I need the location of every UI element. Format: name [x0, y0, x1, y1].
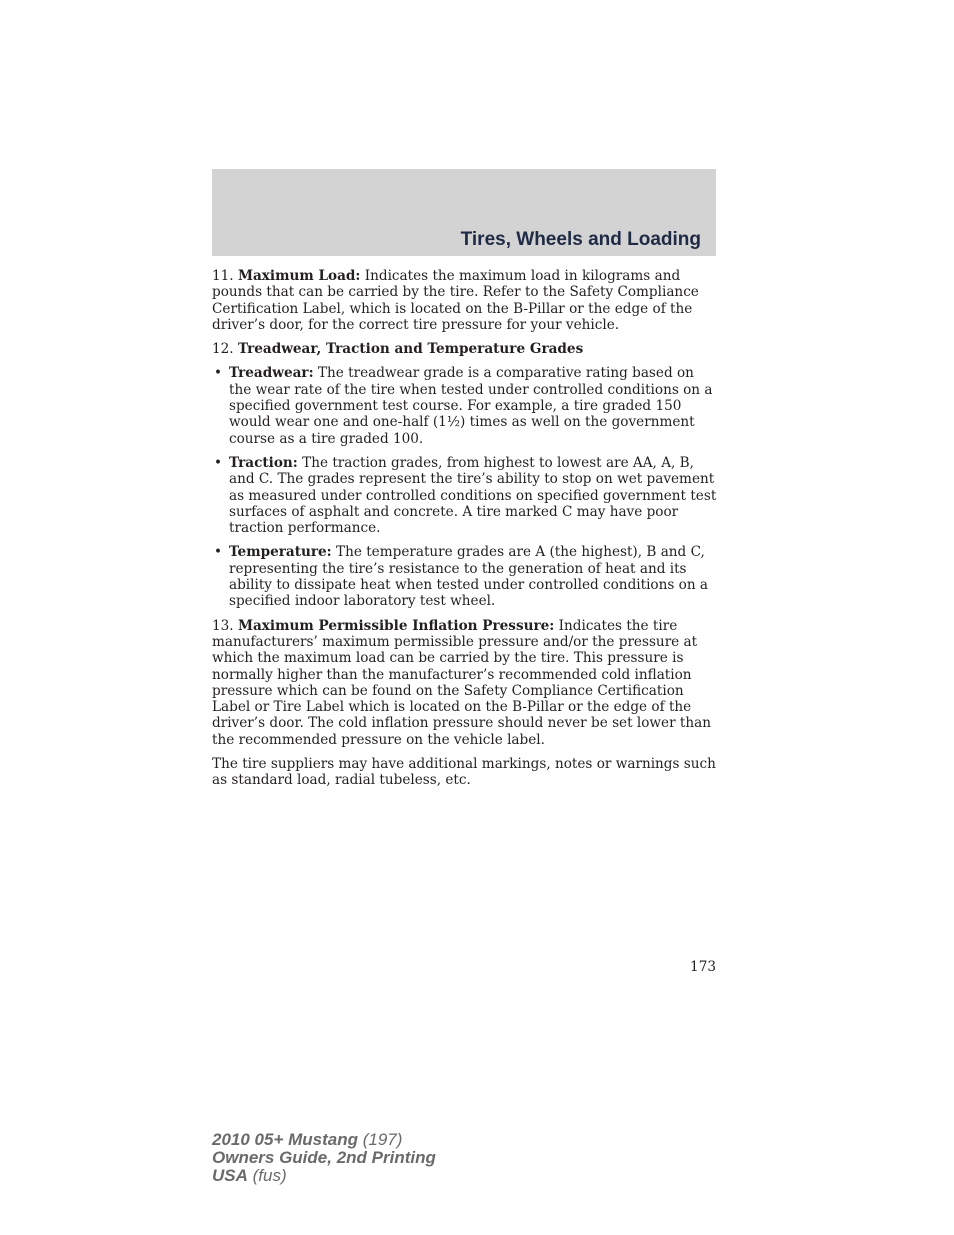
item-11-number: 11.: [212, 268, 234, 284]
section-title: Tires, Wheels and Loading: [460, 229, 701, 250]
bullet-text: The treadwear grade is a comparative rating based on the wear rate of the tire when tested under controlled conditions on a specified government test course. For example, a tire graded 150 would wear one and one-half (1½) times as well on the government course as a tire graded 100.: [229, 365, 713, 447]
section-header-band: [212, 169, 716, 256]
footer-model-code: (197): [358, 1130, 403, 1149]
footer-market-code: (fus): [247, 1166, 287, 1185]
footer-line-1: [212, 1131, 436, 1149]
item-11-text: Indicates the maximum load in kilograms and pounds that can be carried by the tire. Refer to the Safety Compliance Certification Label, which is located on the B-Pillar or the edge of the driver’s door, for the correct tire pressure for your vehicle.: [212, 268, 699, 333]
item-12-number: 12.: [212, 341, 234, 358]
item-13-text: Indicates the tire manufacturers’ maximum permissible pressure and/or the pressure at which the maximum load can be carried by the tire. This pressure is normally higher than the manufacturer’s recommended cold inflation pressure which can be found on the Safety Compliance Certification Label or Tire Label which is located on the B-Pillar or the edge of the driver’s door. The cold inflation pressure should never be set lower than the recommended pressure on the vehicle label.: [212, 617, 711, 748]
bullet-icon: •: [214, 544, 223, 561]
list-item-treadwear: [212, 365, 718, 446]
footer: [212, 1131, 436, 1185]
grades-list: [212, 365, 718, 609]
item-11: [212, 268, 718, 333]
bullet-term: Traction:: [229, 454, 298, 471]
bullet-text: The traction grades, from highest to lowest are AA, A, B, and C. The grades represent the tire’s ability to stop on wet pavement as measured under controlled conditions on specified government test surfaces of asphalt and concrete. A tire marked C may have poor traction performance.: [229, 454, 717, 537]
bullet-term: Treadwear:: [229, 365, 314, 382]
bullet-term: Temperature:: [229, 544, 332, 561]
page-number: 173: [690, 959, 716, 975]
bullet-icon: •: [214, 454, 223, 471]
item-12: [212, 341, 718, 357]
item-13: [212, 618, 718, 748]
item-13-number: 13.: [212, 617, 234, 634]
footer-market: USA: [212, 1166, 248, 1185]
page-content: [212, 268, 718, 797]
bullet-icon: •: [214, 365, 223, 382]
closing-paragraph: The tire suppliers may have additional markings, notes or warnings such as standard load, radial tubeless, etc.: [212, 756, 716, 789]
bullet-text: The temperature grades are A (the highest), B and C, representing the tire’s resistance to the generation of heat and its ability to dissipate heat when tested under controlled conditions on a specified indoor laboratory test wheel.: [229, 544, 709, 610]
item-13-term: Maximum Permissible Inflation Pressure:: [237, 617, 555, 634]
item-11-term: Maximum Load:: [237, 268, 361, 284]
list-item-temperature: [212, 544, 718, 609]
footer-line-2: Owners Guide, 2nd Printing: [212, 1148, 436, 1167]
item-12-heading: Treadwear, Traction and Temperature Grades: [237, 341, 584, 358]
list-item-traction: [212, 455, 718, 536]
footer-line-3: [212, 1167, 436, 1185]
footer-model: 2010 05+ Mustang: [212, 1130, 358, 1149]
